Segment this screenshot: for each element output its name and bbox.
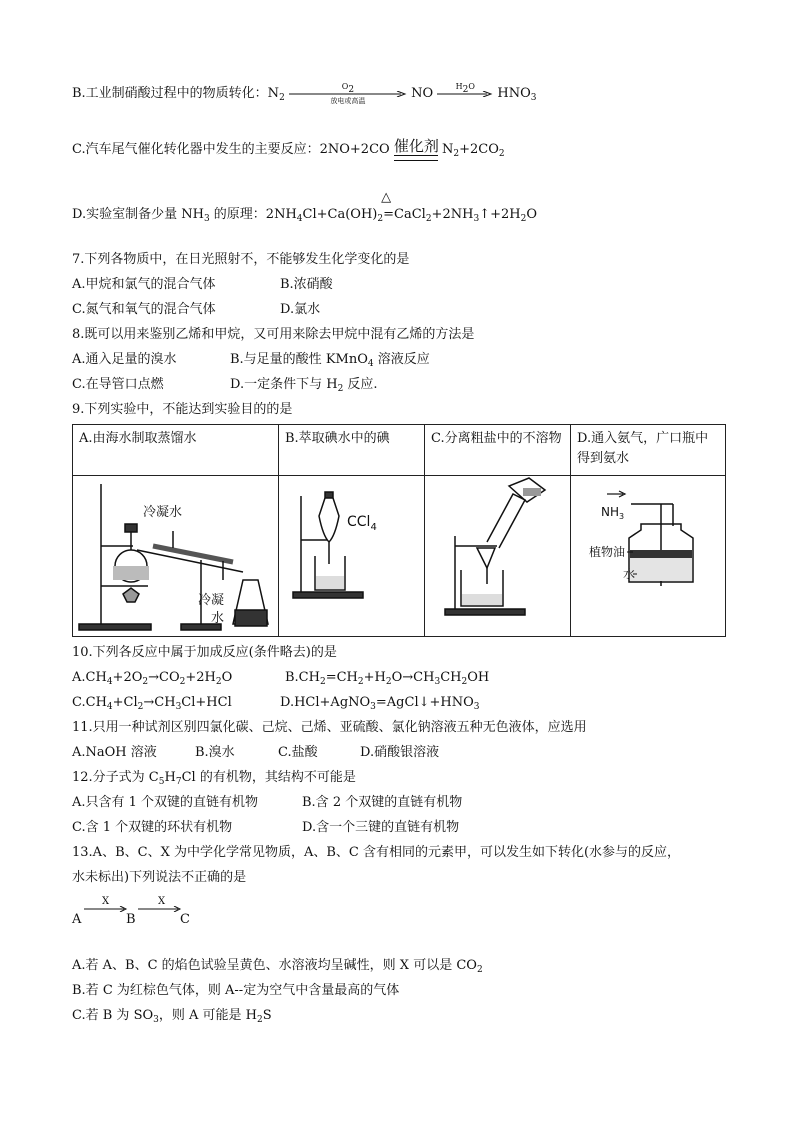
filtration-apparatus	[425, 476, 571, 637]
q12-stem: 12.分子式为 $C_5H_7Cl$ 的有机物，其结构不可能是	[72, 770, 356, 787]
q13-option-b: B.若 C 为红棕色气体，则 A--定为空气中含量最高的气体	[72, 983, 400, 998]
q9-cell-a: A.由海水制取蒸馏水	[73, 425, 279, 476]
q7-option-c: C.氮气和氧气的混合气体	[72, 302, 216, 317]
q8-option-a: A.通入足量的溴水	[72, 352, 177, 367]
option-d-line: D.实验室制备少量 $NH_3$ 的原理：$2NH_4Cl+Ca(OH)_2$ △ $=CaCl_2+2NH_3↑+2H_2O$	[72, 190, 537, 224]
option-b-line: B.工业制硝酸过程中的物质转化：$N_2$ $O_2$ 放电或高温 NO $H_2O$ $HNO_3$	[72, 82, 537, 105]
q7-option-a: A.甲烷和氯气的混合气体	[72, 277, 216, 292]
q13-conversion-chain: A X B X C	[72, 896, 190, 927]
q10-stem: 10.下列各反应中属于加成反应(条件略去)的是	[72, 645, 337, 660]
q7-stem: 7.下列各物质中，在日光照射不，不能够发生化学变化的是	[72, 252, 410, 267]
veg-oil-label: 植物油	[589, 545, 626, 559]
cond-water-label-2b: 水	[211, 611, 225, 626]
q11-option-c: C.盐酸	[278, 745, 318, 760]
q12-option-d: D.含一个三键的直链有机物	[302, 820, 460, 835]
reaction-arrow-h2o: $H_2O$	[437, 82, 493, 105]
q13-stem-1: 13.A、B、C、X 为中学化学常见物质，A、B、C 含有相同的元素甲，可以发生如下转化(水参与的反应，	[72, 845, 681, 860]
q7-option-d: D.氯水	[280, 302, 321, 317]
q8-option-c: C.在导管口点燃	[72, 377, 164, 392]
q13-option-c: C.若 B 为 $SO_3$，则 A 可能是 $H_2S$	[72, 1008, 272, 1025]
q9-cell-d: D.通入氨气，广口瓶中得到氨水	[571, 425, 726, 476]
q9-stem: 9.下列实验中，不能达到实验目的的是	[72, 402, 293, 417]
distillation-apparatus	[73, 476, 279, 637]
q11-stem: 11.只用一种试剂区别四氯化碳、己烷、己烯、亚硫酸、氯化钠溶液五种无色液体，应选用	[72, 720, 587, 735]
q8-option-b: B.与足量的酸性 KMnO$_4$ 溶液反应	[230, 352, 430, 369]
q13-option-a: A.若 A、B、C 的焰色试验呈黄色、水溶液均呈碱性，则 X 可以是 $CO_2$	[72, 958, 483, 975]
reaction-arrow-o2: $O_2$ 放电或高温	[289, 82, 407, 105]
heat-symbol: △	[381, 190, 392, 205]
cond-water-label-2a: 冷凝	[198, 593, 225, 608]
q9-table	[72, 424, 726, 637]
ammonia-absorption-apparatus	[571, 476, 726, 637]
q12-option-b: B.含 2 个双键的直链有机物	[302, 795, 463, 810]
q11-option-b: B.溴水	[195, 745, 235, 760]
cond-water-label-1: 冷凝水	[143, 505, 183, 520]
water-label: 水	[623, 567, 636, 581]
q9-cell-b: B.萃取碘水中的碘	[279, 425, 425, 476]
q10-option-c: $C.CH_4+Cl_2\to CH_3Cl+HCl$	[72, 695, 232, 712]
q10-option-a: $A.CH_4+2O_2\to CO_2+2H_2O$	[72, 670, 233, 687]
q12-option-c: C.含 1 个双键的环状有机物	[72, 820, 233, 835]
ccl4-label: CCl$_4$	[347, 514, 377, 533]
q10-option-d: $D.HCl+AgNO_3=AgCl↓+HNO_3$	[280, 695, 480, 712]
q13-stem-2: 水未标出)下列说法不正确的是	[72, 870, 247, 885]
q10-option-b: $B.CH_2=CH_2+H_2O\to CH_3CH_2OH$	[285, 670, 490, 687]
q9-cell-c: C.分离粗盐中的不溶物	[425, 425, 571, 476]
q8-stem: 8.既可以用来鉴别乙烯和甲烷，又可用来除去甲烷中混有乙烯的方法是	[72, 327, 475, 342]
q11-option-d: D.硝酸银溶液	[360, 745, 440, 760]
q8-option-d: D.一定条件下与 $H_2$ 反应.	[230, 377, 378, 394]
nh3-label: $NH_3$	[601, 505, 625, 521]
q12-option-a: A.只含有 1 个双键的直链有机物	[72, 795, 259, 810]
q7-option-b: B.浓硝酸	[280, 277, 333, 292]
option-c-line: C.汽车尾气催化转化器中发生的主要反应：2NO+2CO 催化剂 $N_2+2CO_2$	[72, 137, 505, 159]
catalyst-equals: 催化剂	[394, 138, 438, 161]
q11-option-a: A.NaOH 溶液	[72, 745, 157, 760]
separatory-funnel-apparatus	[279, 476, 425, 637]
